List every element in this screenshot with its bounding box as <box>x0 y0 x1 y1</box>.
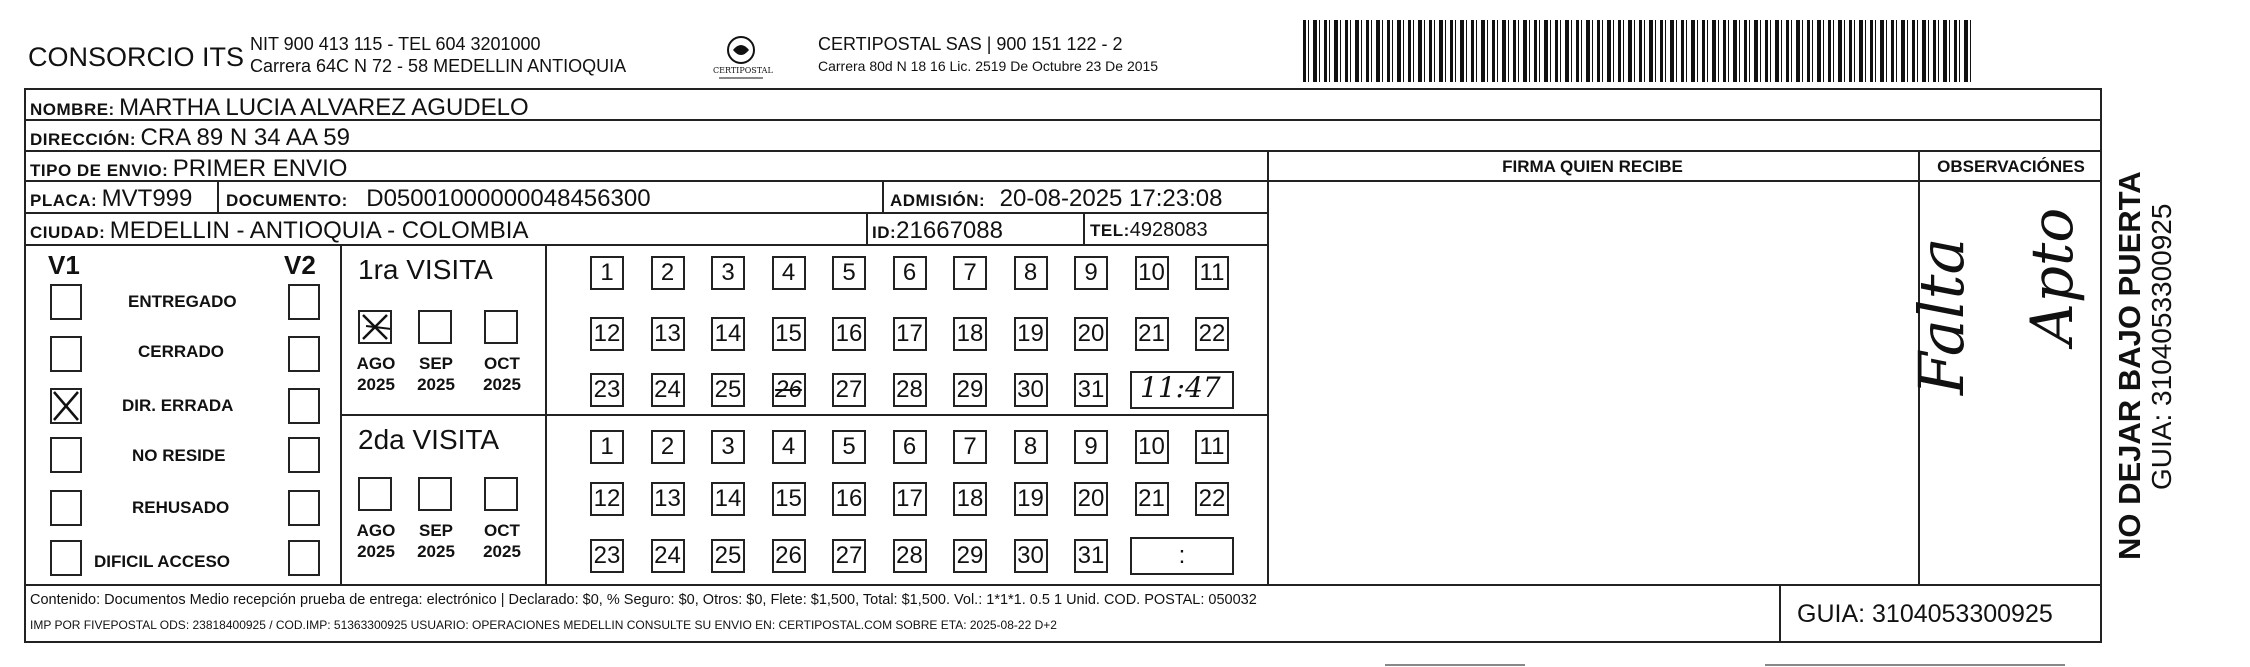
visita2-day-3[interactable]: 3 <box>711 430 745 464</box>
placa-label: PLACA: <box>30 191 98 210</box>
visita2-day-5[interactable]: 5 <box>832 430 866 464</box>
visita1-month-label: SEP 2025 <box>417 354 455 394</box>
side-no-dejar: NO DEJAR BAJO PUERTA <box>2112 171 2147 560</box>
checkmark-x-icon <box>52 390 80 422</box>
firma-label: FIRMA QUIEN RECIBE <box>1502 157 1683 176</box>
visita2-title: 2da VISITA <box>358 424 500 455</box>
v2-dificil-acceso-checkbox[interactable] <box>288 540 320 576</box>
id-value: 21667088 <box>896 217 1003 244</box>
visita2-time-box[interactable]: : <box>1130 537 1234 575</box>
v2-cerrado-checkbox[interactable] <box>288 336 320 372</box>
tel-label: TEL: <box>1090 221 1130 240</box>
status-entregado: ENTREGADO <box>128 292 237 311</box>
visita2-day-19[interactable]: 19 <box>1014 482 1048 516</box>
visita1-day-1[interactable]: 1 <box>590 256 624 290</box>
visita1-day-19[interactable]: 19 <box>1014 317 1048 351</box>
visita1-day-17[interactable]: 17 <box>893 317 927 351</box>
visita1-month-checkbox[interactable] <box>484 310 518 344</box>
status-cerrado: CERRADO <box>138 342 224 361</box>
visita1-day-28[interactable]: 28 <box>893 373 927 407</box>
visita2-day-30[interactable]: 30 <box>1014 539 1048 573</box>
nombre-value: MARTHA LUCIA ALVAREZ AGUDELO <box>119 94 529 121</box>
visita1-day-5[interactable]: 5 <box>832 256 866 290</box>
visita1-day-2[interactable]: 2 <box>651 256 685 290</box>
visita2-day-22[interactable]: 22 <box>1195 482 1229 516</box>
id-row <box>872 217 1003 245</box>
visita2-day-1[interactable]: 1 <box>590 430 624 464</box>
visita1-day-21[interactable]: 21 <box>1135 317 1169 351</box>
visita2-day-2[interactable]: 2 <box>651 430 685 464</box>
v2-dir-errada-checkbox[interactable] <box>288 388 320 424</box>
direccion-row <box>30 124 350 152</box>
visita2-month-label: SEP 2025 <box>417 521 455 561</box>
visita2-day-23[interactable]: 23 <box>590 539 624 573</box>
handwritten-falta: Falta <box>1905 237 1978 395</box>
logo-text: CERTIPOSTAL <box>713 66 773 75</box>
visita1-day-29[interactable]: 29 <box>953 373 987 407</box>
visita2-month-checkbox[interactable] <box>358 477 392 511</box>
visita2-month-checkbox[interactable] <box>484 477 518 511</box>
placa-value: MVT999 <box>101 185 193 212</box>
visita2-day-13[interactable]: 13 <box>651 482 685 516</box>
tel-value: 4928083 <box>1129 219 1208 241</box>
visita1-day-31[interactable]: 31 <box>1074 373 1108 407</box>
footer-imp: IMP POR FIVEPOSTAL ODS: 23818400925 / COD.IMP: 51363300925 USUARIO: OPERACIONES MEDELLIN CONSULTE SU ENVIO EN: CERTIPOSTAL.COM SOBRE ETA: 2025-08-22 D+2 <box>30 618 1057 632</box>
visita2-day-14[interactable]: 14 <box>711 482 745 516</box>
visita2-day-17[interactable]: 17 <box>893 482 927 516</box>
visita1-day-11[interactable]: 11 <box>1195 256 1229 290</box>
visita1-day-15[interactable]: 15 <box>772 317 806 351</box>
status-dir-errada: DIR. ERRADA <box>122 396 234 415</box>
visita1-month-checkbox[interactable] <box>358 310 392 344</box>
visita1-time-box[interactable] <box>1130 371 1234 409</box>
visita2-day-6[interactable]: 6 <box>893 430 927 464</box>
visita1-day-20[interactable]: 20 <box>1074 317 1108 351</box>
visita2-day-10[interactable]: 10 <box>1135 430 1169 464</box>
company-name: CONSORCIO ITS <box>28 42 245 72</box>
visita2-day-31[interactable]: 31 <box>1074 539 1108 573</box>
visita1-day-3[interactable]: 3 <box>711 256 745 290</box>
observaciones-label: OBSERVACIÓNES <box>1937 157 2085 176</box>
side-guia: GUIA: 3104053300925 <box>2146 203 2177 490</box>
visita1-day-25[interactable]: 25 <box>711 373 745 407</box>
visita1-day-30[interactable]: 30 <box>1014 373 1048 407</box>
visita1-month-checkbox[interactable] <box>418 310 452 344</box>
visita1-day-12[interactable]: 12 <box>590 317 624 351</box>
footer-contenido: Contenido: Documentos Medio recepción prueba de entrega: electrónico | Declarado: $0, % Seguro: $0, Otros: $0, Flete: $1,500, Total: $1,500. Vol.: 1*1*1. 0.5 1 Unid. COD. POSTAL: 050032 <box>30 592 1257 608</box>
company-address: Carrera 64C N 72 - 58 MEDELLIN ANTIOQUIA <box>250 56 627 76</box>
visita2-day-24[interactable]: 24 <box>651 539 685 573</box>
visita1-day-6[interactable]: 6 <box>893 256 927 290</box>
v1-label: V1 <box>48 250 80 280</box>
admision-row <box>890 185 1222 213</box>
tipo-row <box>30 155 347 183</box>
direccion-value: CRA 89 N 34 AA 59 <box>140 124 350 151</box>
visita1-day-13[interactable]: 13 <box>651 317 685 351</box>
visita1-day-22[interactable]: 22 <box>1195 317 1229 351</box>
admision-value: 20-08-2025 17:23:08 <box>999 185 1223 212</box>
visita2-day-7[interactable]: 7 <box>953 430 987 464</box>
placa-row <box>30 185 192 213</box>
v2-rehusado-checkbox[interactable] <box>288 490 320 526</box>
visita2-day-16[interactable]: 16 <box>832 482 866 516</box>
carrier-name: CERTIPOSTAL SAS | 900 151 122 - 2 <box>818 34 1123 54</box>
tipo-value: PRIMER ENVIO <box>172 155 348 182</box>
visita2-day-18[interactable]: 18 <box>953 482 987 516</box>
v1-dificil-acceso-checkbox[interactable] <box>50 540 82 576</box>
documento-row <box>226 185 651 213</box>
visita2-month-label: OCT 2025 <box>483 521 521 561</box>
v2-label: V2 <box>284 250 316 280</box>
visita1-day-16[interactable]: 16 <box>832 317 866 351</box>
visita2-day-20[interactable]: 20 <box>1074 482 1108 516</box>
visita1-day-27[interactable]: 27 <box>832 373 866 407</box>
visita1-day-18[interactable]: 18 <box>953 317 987 351</box>
admision-label: ADMISIÓN: <box>890 191 986 210</box>
ciudad-value: MEDELLIN - ANTIOQUIA - COLOMBIA <box>109 217 529 244</box>
visita2-day-4[interactable]: 4 <box>772 430 806 464</box>
visita1-time: 11:47 <box>1140 371 1221 404</box>
visita2-day-21[interactable]: 21 <box>1135 482 1169 516</box>
barcode <box>1303 20 1975 82</box>
nombre-label: NOMBRE: <box>30 100 115 119</box>
documento-value: D05001000000048456300 <box>366 185 651 212</box>
documento-label: DOCUMENTO: <box>226 191 348 210</box>
visita1-day-8[interactable]: 8 <box>1014 256 1048 290</box>
nombre-row <box>30 94 529 122</box>
visita1-day-26[interactable]: 26 <box>772 373 806 407</box>
checkmark-x-icon <box>360 312 390 342</box>
visita1-day-7[interactable]: 7 <box>953 256 987 290</box>
v1-entregado-checkbox[interactable] <box>50 284 82 320</box>
tel-row <box>1090 219 1208 242</box>
direccion-label: DIRECCIÓN: <box>30 130 137 149</box>
status-rehusado: REHUSADO <box>132 498 230 517</box>
visita2-day-26[interactable]: 26 <box>772 539 806 573</box>
visita1-day-14[interactable]: 14 <box>711 317 745 351</box>
footer-guia: GUIA: 3104053300925 <box>1797 600 2053 628</box>
v1-dir-errada-checkbox[interactable] <box>50 388 82 424</box>
v1-no-reside-checkbox[interactable] <box>50 437 82 473</box>
carrier-address: Carrera 80d N 18 16 Lic. 2519 De Octubre 23 De 2015 <box>818 58 1159 74</box>
handwritten-apto: Apto <box>2018 207 2086 345</box>
v2-entregado-checkbox[interactable] <box>288 284 320 320</box>
visita2-day-9[interactable]: 9 <box>1074 430 1108 464</box>
ciudad-label: CIUDAD: <box>30 223 106 242</box>
visita1-day-10[interactable]: 10 <box>1135 256 1169 290</box>
certipostal-logo <box>713 32 773 86</box>
visita2-day-28[interactable]: 28 <box>893 539 927 573</box>
v1-rehusado-checkbox[interactable] <box>50 490 82 526</box>
v1-cerrado-checkbox[interactable] <box>50 336 82 372</box>
visita2-day-8[interactable]: 8 <box>1014 430 1048 464</box>
status-dificil-acceso: DIFICIL ACCESO <box>94 552 231 571</box>
visita2-day-27[interactable]: 27 <box>832 539 866 573</box>
visita1-month-label: AGO 2025 <box>356 354 396 394</box>
visita1-day-9[interactable]: 9 <box>1074 256 1108 290</box>
visita1-day-24[interactable]: 24 <box>651 373 685 407</box>
visita1-day-23[interactable]: 23 <box>590 373 624 407</box>
visita2-month-label: AGO 2025 <box>356 521 396 561</box>
tipo-label: TIPO DE ENVIO: <box>30 161 169 180</box>
visita1-title: 1ra VISITA <box>358 254 493 285</box>
ciudad-row <box>30 217 528 245</box>
id-label: ID: <box>872 223 897 242</box>
v2-no-reside-checkbox[interactable] <box>288 437 320 473</box>
visita2-day-11[interactable]: 11 <box>1195 430 1229 464</box>
status-no-reside: NO RESIDE <box>132 446 226 465</box>
company-nit: NIT 900 413 115 - TEL 604 3201000 <box>250 34 541 54</box>
visita2-month-checkbox[interactable] <box>418 477 452 511</box>
visita1-day-4[interactable]: 4 <box>772 256 806 290</box>
visita2-day-12[interactable]: 12 <box>590 482 624 516</box>
visita2-day-29[interactable]: 29 <box>953 539 987 573</box>
visita2-day-15[interactable]: 15 <box>772 482 806 516</box>
visita2-day-25[interactable]: 25 <box>711 539 745 573</box>
visita1-month-label: OCT 2025 <box>483 354 521 394</box>
